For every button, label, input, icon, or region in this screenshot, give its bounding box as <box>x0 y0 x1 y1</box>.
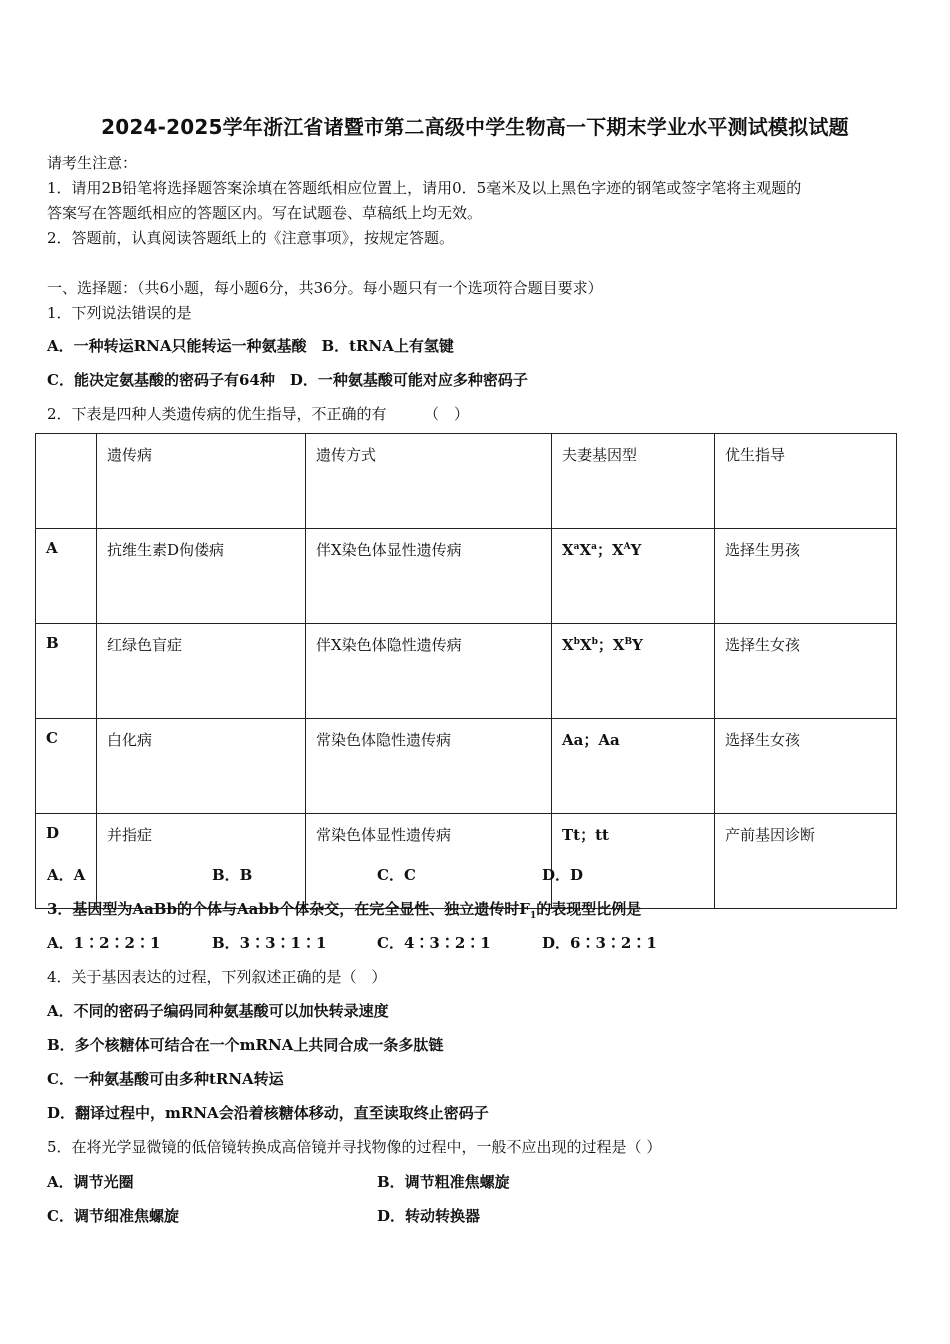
table-row <box>36 529 897 624</box>
question-5-option-a: A．调节光圈 <box>47 1173 134 1191</box>
table-header-cell: 遗传病 <box>97 434 306 529</box>
table-header-cell: 优生指导 <box>715 434 897 529</box>
table-row <box>36 814 897 909</box>
disease-cell: 抗维生素D佝偻病 <box>97 529 306 624</box>
table-row <box>36 624 897 719</box>
page-title: 2024-2025学年浙江省诸暨市第二高级中学生物高一下期末学业水平测试模拟试题 <box>101 115 849 139</box>
disease-cell: 白化病 <box>97 719 306 814</box>
question-2-stem: 2．下表是四种人类遗传病的优生指导，不正确的有 （ ） <box>47 405 470 423</box>
question-5-option-c: C．调节细准焦螺旋 <box>47 1207 179 1225</box>
table-header-row <box>36 434 897 529</box>
advice-cell: 选择生男孩 <box>715 529 897 624</box>
advice-cell: 选择生女孩 <box>715 624 897 719</box>
question-1-options-line-2: C．能决定氨基酸的密码子有64种 D．一种氨基酸可能对应多种密码子 <box>47 371 528 389</box>
question-2-option-d: D．D <box>542 866 584 884</box>
question-3-option-a: A．1∶2∶2∶1 <box>47 934 161 952</box>
question-2-option-a: A．A <box>47 866 86 884</box>
question-3-option-b: B．3∶3∶1∶1 <box>212 934 327 952</box>
question-4-stem: 4．关于基因表达的过程，下列叙述正确的是（ ） <box>47 968 387 986</box>
advice-cell: 产前基因诊断 <box>715 814 897 909</box>
question-4-option-c: C．一种氨基酸可由多种tRNA转运 <box>47 1070 284 1088</box>
question-4-option-d: D．翻译过程中，mRNA会沿着核糖体移动，直至读取终止密码子 <box>47 1104 489 1122</box>
section-heading: 一、选择题：（共6小题，每小题6分，共36分。每小题只有一个选项符合题目要求） <box>47 279 603 297</box>
inheritance-mode-cell: 常染色体显性遗传病 <box>306 814 552 909</box>
row-label: C <box>36 719 97 814</box>
genotype-cell: Tt；tt <box>552 814 715 909</box>
row-label: D <box>36 814 97 909</box>
table-row <box>36 719 897 814</box>
question-3-option-d: D．6∶3∶2∶1 <box>542 934 657 952</box>
question-2-option-c: C．C <box>377 866 416 884</box>
question-4-option-b: B．多个核糖体可结合在一个mRNA上共同合成一条多肽链 <box>47 1036 444 1054</box>
inheritance-mode-cell: 常染色体隐性遗传病 <box>306 719 552 814</box>
genotype-cell: Aa；Aa <box>552 719 715 814</box>
table-header-cell: 遗传方式 <box>306 434 552 529</box>
question-1-options-line-1: A．一种转运RNA只能转运一种氨基酸 B．tRNA上有氢键 <box>47 337 454 355</box>
question-1-stem: 1．下列说法错误的是 <box>47 304 192 322</box>
disease-cell: 并指症 <box>97 814 306 909</box>
genotype-cell: $X^aX^a$；$X^AY$ <box>552 529 715 624</box>
advice-cell: 选择生女孩 <box>715 719 897 814</box>
notice-heading: 请考生注意： <box>47 154 138 172</box>
question-3-stem: 3．基因型为AaBb的个体与Aabb个体杂交，在完全显性、独立遗传时$F_1$的表现型比例是 <box>47 900 642 921</box>
table-header-cell <box>36 434 97 529</box>
table-header-cell: 夫妻基因型 <box>552 434 715 529</box>
row-label: B <box>36 624 97 719</box>
notice-item-1-line-2: 答案写在答题纸相应的答题区内。写在试题卷、草稿纸上均无效。 <box>47 204 483 222</box>
notice-item-1-line-1: 1．请用2B铅笔将选择题答案涂填在答题纸相应位置上，请用0．5毫米及以上黑色字迹的钢笔或签字笔将主观题的 <box>47 179 802 197</box>
question-5-stem: 5．在将光学显微镜的低倍镜转换成高倍镜并寻找物像的过程中，一般不应出现的过程是（ ） <box>47 1138 662 1156</box>
genetic-disease-table <box>35 433 897 909</box>
notice-item-2: 2．答题前，认真阅读答题纸上的《注意事项》，按规定答题。 <box>47 229 455 247</box>
inheritance-mode-cell: 伴X染色体隐性遗传病 <box>306 624 552 719</box>
disease-cell: 红绿色盲症 <box>97 624 306 719</box>
question-5-option-d: D．转动转换器 <box>377 1207 481 1225</box>
question-2-option-b: B．B <box>212 866 253 884</box>
genotype-cell: $X^bX^b$；$X^BY$ <box>552 624 715 719</box>
question-4-option-a: A．不同的密码子编码同种氨基酸可以加快转录速度 <box>47 1002 389 1020</box>
inheritance-mode-cell: 伴X染色体显性遗传病 <box>306 529 552 624</box>
question-5-option-b: B．调节粗准焦螺旋 <box>377 1173 510 1191</box>
row-label: A <box>36 529 97 624</box>
question-3-option-c: C．4∶3∶2∶1 <box>377 934 491 952</box>
